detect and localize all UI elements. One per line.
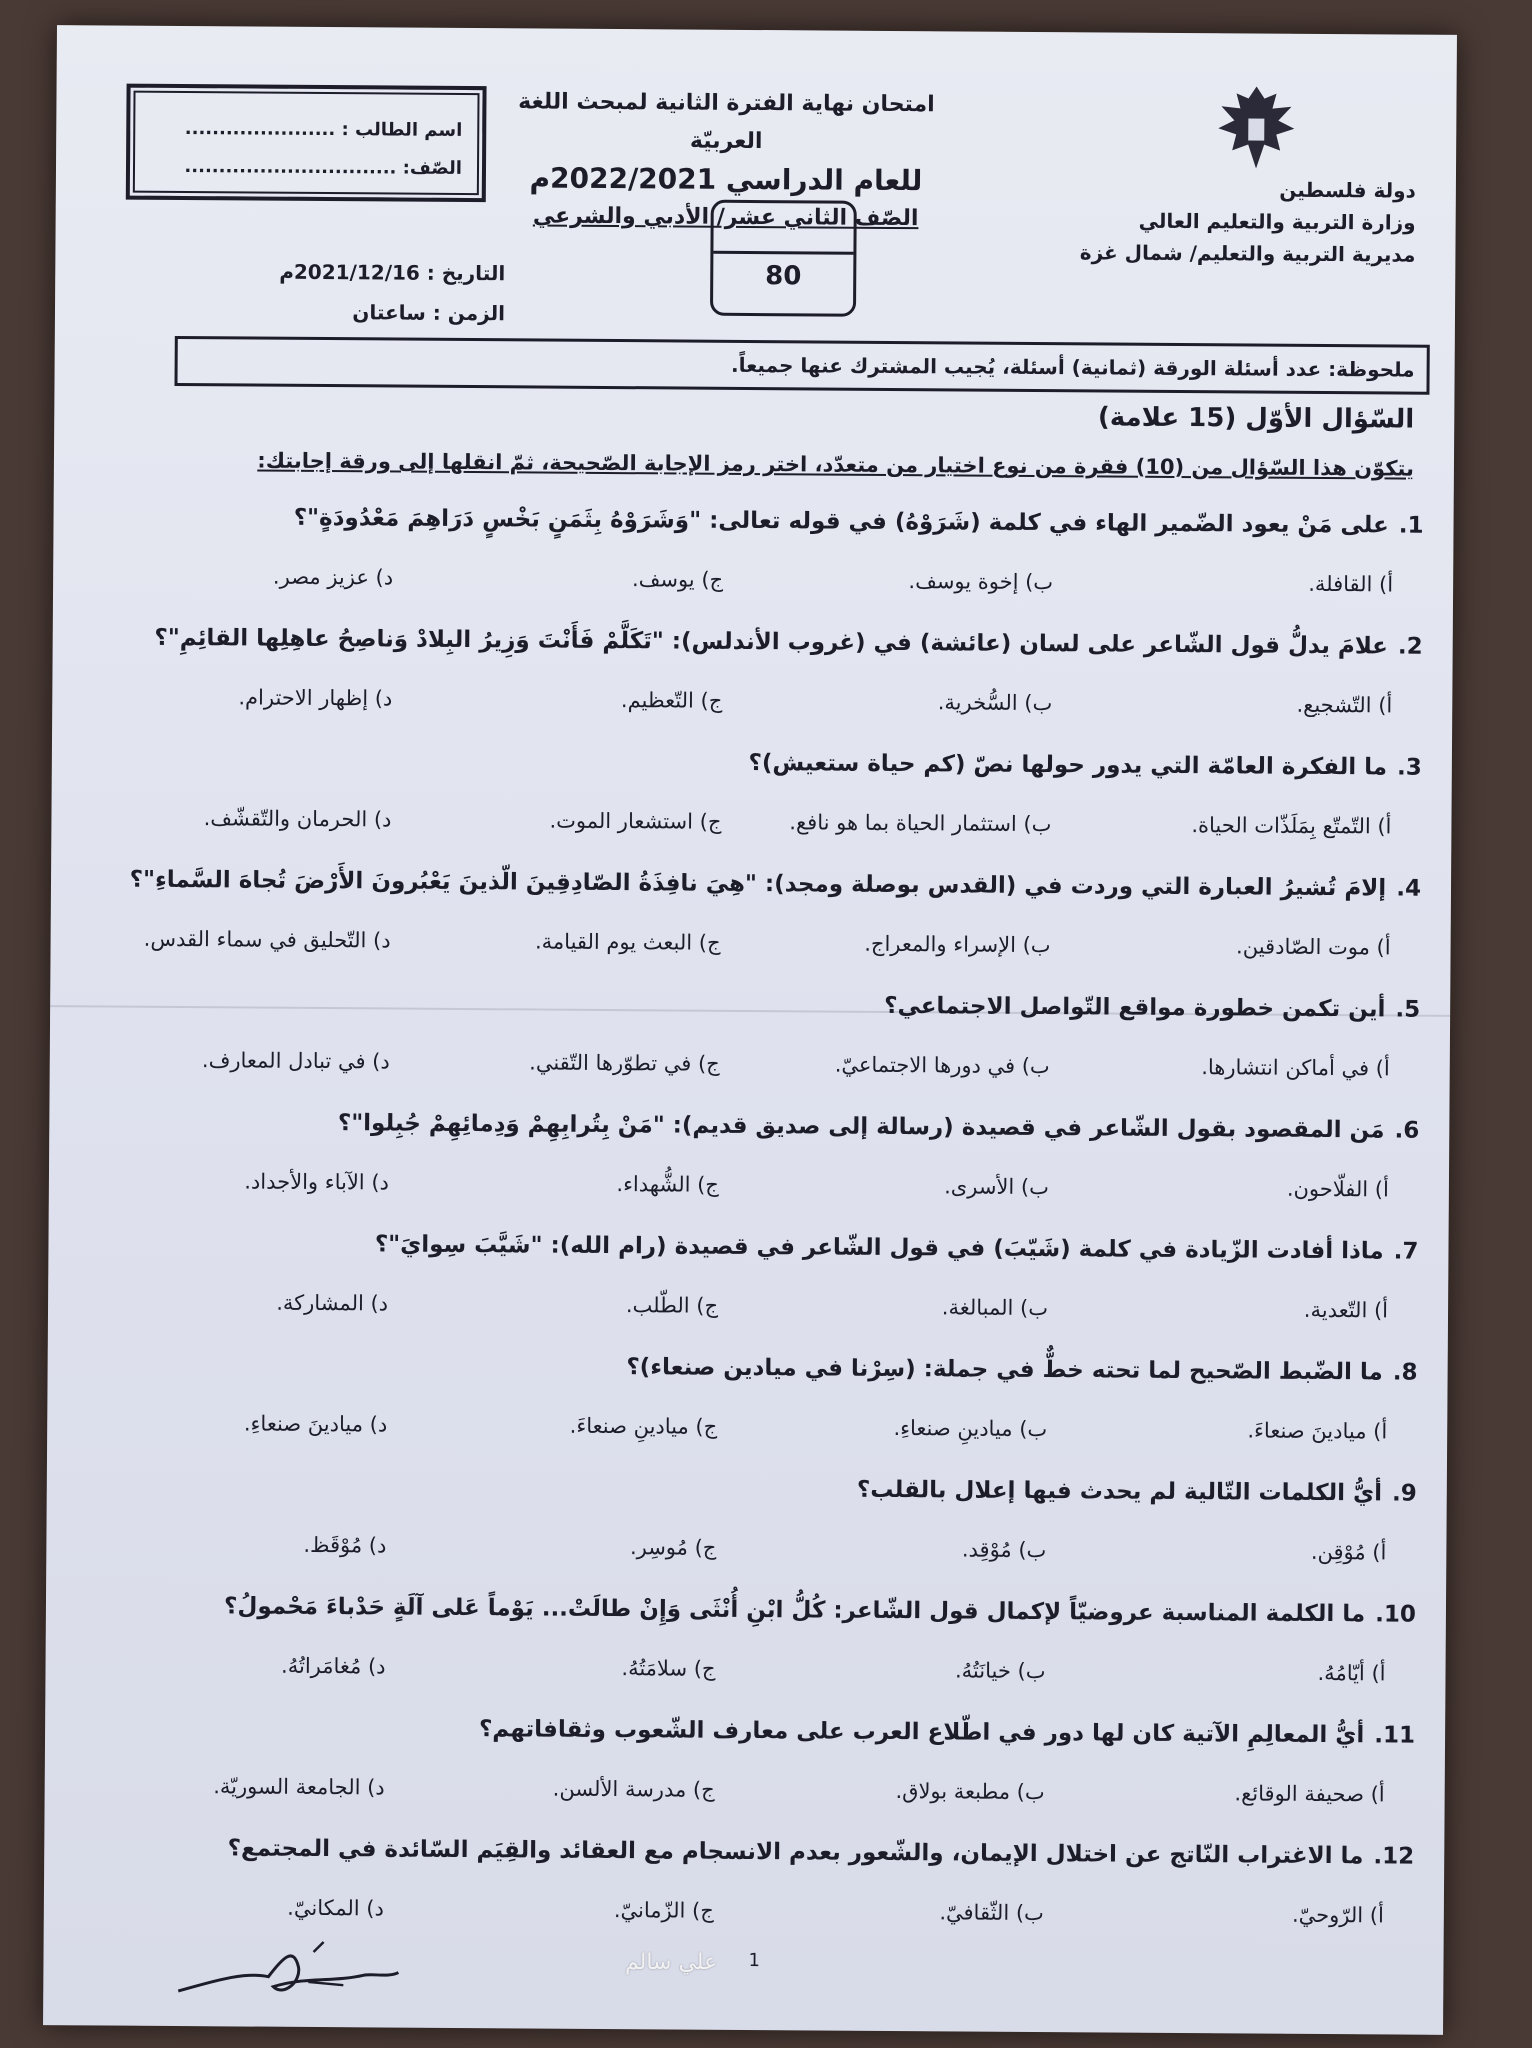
question-number: 8. — [1392, 1359, 1418, 1386]
total-score: 80 — [765, 261, 802, 292]
signature-icon — [173, 1936, 403, 2008]
answer-option[interactable]: ج) البعث يوم القيامة. — [534, 929, 721, 955]
question-number: 5. — [1395, 996, 1421, 1023]
class-field: الصّف: ............................... — [184, 156, 463, 179]
answer-option[interactable]: د) إظهار الاحترام. — [238, 685, 393, 711]
question-item — [98, 1221, 1419, 1351]
answer-option[interactable]: أ) التّعدية. — [1303, 1297, 1389, 1323]
options-row — [101, 805, 1421, 850]
question-stem — [626, 1354, 1417, 1386]
question-stem — [130, 867, 1422, 902]
answer-option[interactable]: ب) المبالغة. — [941, 1295, 1049, 1321]
question-number: 12. — [1373, 1843, 1415, 1870]
answer-option[interactable]: د) الجامعة السوريّة. — [213, 1774, 385, 1800]
answer-option[interactable]: أ) صحيفة الوقائع. — [1234, 1781, 1385, 1807]
options-row — [97, 1410, 1417, 1455]
question-text: على مَنْ يعود الضّمير الهاء في كلمة (شَرَوْهُ) في قوله تعالى: "وَشَرَوْهُ بِثَمَنٍ بَخْسٍ دَرَاهِمَ مَعْدُودَةٍ"؟ — [293, 504, 1389, 539]
answer-option[interactable]: ج) يوسف. — [631, 567, 724, 592]
question-item — [97, 1342, 1418, 1472]
questions-list — [94, 495, 1424, 1956]
question-item — [100, 858, 1421, 988]
options-row — [100, 1047, 1420, 1092]
answer-option[interactable]: ب) الثّقافيّ. — [939, 1900, 1044, 1926]
question-text: ما الكلمة المناسبة عروضيّاً لإكمال قول الشّاعر: كُلُّ ابْنِ أُنْثَى وَإِنْ طالَتْ... يَوْماً عَلى آلَةٍ حَدْباءَ مَحْمولُ؟ — [224, 1593, 1366, 1628]
question-item — [94, 1705, 1415, 1835]
question-stem — [154, 625, 1422, 660]
answer-option[interactable]: أ) أيّامُهُ. — [1317, 1660, 1386, 1686]
answer-option[interactable]: ج) استشعار الموت. — [549, 808, 722, 834]
question-stem — [884, 993, 1420, 1023]
question-item — [103, 495, 1424, 625]
answer-option[interactable]: ج) ميادينِ صنعاءَ. — [569, 1413, 718, 1439]
grade-label: الصّف الثاني عشر/ الأدبي والشرعي — [532, 203, 919, 232]
directorate-name: مديرية التربية والتعليم/ شمال غزة — [1079, 240, 1416, 267]
question-stem — [294, 505, 1424, 539]
question-number: 9. — [1391, 1480, 1417, 1507]
options-row — [98, 1289, 1418, 1334]
question-stem — [375, 1231, 1419, 1264]
question-number: 6. — [1394, 1117, 1420, 1144]
question-item — [99, 1100, 1420, 1230]
answer-option[interactable]: أ) القافلة. — [1308, 571, 1394, 597]
options-row — [96, 1531, 1416, 1576]
page-number: 1 — [748, 1950, 761, 1972]
answer-option[interactable]: د) ميادينَ صنعاءِ. — [243, 1411, 388, 1437]
answer-option[interactable]: ب) استثمار الحياة بما هو نافع. — [789, 810, 1052, 837]
answer-option[interactable]: د) المشاركة. — [276, 1290, 389, 1316]
score-divider — [713, 251, 853, 255]
answer-option[interactable]: أ) في أماكن انتشارها. — [1201, 1055, 1390, 1081]
student-name-field: اسم الطالب : ...................... — [184, 118, 463, 141]
question-item — [102, 616, 1423, 746]
options-row — [94, 1894, 1414, 1939]
score-box — [710, 200, 857, 317]
student-info-box — [126, 84, 487, 203]
answer-option[interactable]: أ) ميادينَ صنعاءَ. — [1247, 1418, 1388, 1444]
academic-year: للعام الدراسي 2022/2021م — [529, 161, 923, 198]
answer-option[interactable]: ب) مُوْقِد. — [961, 1537, 1047, 1563]
answer-option[interactable]: ب) ميادينِ صنعاءِ. — [893, 1416, 1048, 1442]
options-row — [95, 1652, 1415, 1697]
question-stem — [479, 1716, 1415, 1749]
question-text: ما الضّبط الصّحيح لما تحته خطٌّ في جملة: (سِرْنا في ميادين صنعاء)؟ — [626, 1354, 1383, 1386]
answer-option[interactable]: أ) التّشجيع. — [1296, 692, 1393, 718]
question-number: 10. — [1375, 1601, 1417, 1628]
answer-option[interactable]: ج) الزّمانيّ. — [613, 1898, 714, 1923]
answer-option[interactable]: ب) خيانَتُهُ. — [954, 1658, 1046, 1684]
answer-option[interactable]: ج) سلامَتُهُ. — [621, 1656, 716, 1681]
question-item — [99, 979, 1420, 1109]
question-item — [96, 1463, 1417, 1593]
question-number: 3. — [1396, 754, 1422, 781]
question-stem — [228, 1835, 1415, 1869]
answer-option[interactable]: د) في تبادل المعارف. — [201, 1048, 390, 1074]
palestine-eagle-emblem-icon — [1206, 78, 1307, 179]
ministry-name: وزارة التربية والتعليم العالي — [1138, 208, 1416, 235]
answer-option[interactable]: ب) في دورها الاجتماعيّ. — [834, 1052, 1050, 1079]
question-text: أين تكمن خطورة مواقع التّواصل الاجتماعي؟ — [884, 992, 1386, 1023]
question-text: إلامَ تُشيرُ العبارة التي وردت في (القدس بوصلة ومجد): "هِيَ نافِذَةُ الصّادِقِينَ الّذينَ يَعْبُرونَ الأَرْضَ تُجاهَ السَّماءِ"؟ — [129, 866, 1387, 902]
answer-option[interactable]: د) الآباء والأجداد. — [244, 1169, 390, 1195]
question-number: 11. — [1374, 1722, 1416, 1749]
question-stem — [748, 750, 1421, 781]
answer-option[interactable]: د) التّحليق في سماء القدس. — [143, 926, 391, 953]
options-row — [95, 1773, 1415, 1818]
options-row — [100, 926, 1420, 971]
exam-date: التاريخ : 2021/12/16م — [279, 259, 506, 286]
answer-option[interactable]: ب) السُّخرية. — [937, 690, 1053, 716]
exam-title: امتحان نهاية الفترة الثانية لمبحث اللغة العربيّة — [518, 89, 935, 155]
answer-option[interactable]: د) مُوْقَظ. — [303, 1532, 387, 1558]
note-box: ملحوظة: عدد أسئلة الورقة (ثمانية) أسئلة، يُجيب المشترك عنها جميعاً. — [174, 336, 1429, 395]
exam-duration: الزمن : ساعتان — [352, 300, 506, 326]
answer-option[interactable]: ب) الأسرى. — [944, 1174, 1049, 1200]
options-row — [103, 563, 1423, 608]
answer-option[interactable]: أ) الفلّاحون. — [1286, 1176, 1389, 1202]
question-number: 7. — [1393, 1238, 1419, 1265]
answer-option[interactable]: ج) مُوسِر. — [629, 1535, 717, 1560]
state-name: دولة فلسطين — [1279, 177, 1416, 203]
question-stem — [224, 1593, 1416, 1627]
question-number: 2. — [1397, 633, 1423, 660]
answer-option[interactable]: ج) الطّلب. — [625, 1293, 719, 1318]
options-row — [102, 684, 1422, 729]
answer-option[interactable]: أ) التّمتّع بِمَلَذّات الحياة. — [1191, 813, 1392, 839]
answer-option[interactable]: د) الحرمان والتّقشّف. — [203, 806, 392, 832]
question-text: أيُّ الكلمات التّالية لم يحدث فيها إعلال بالقلب؟ — [856, 1476, 1383, 1507]
question-number: 1. — [1398, 512, 1424, 539]
question-text: أيُّ المعالِمِ الآتية كان لها دور في اطّلاع العرب على معارف الشّعوب وثقافاتهم؟ — [478, 1716, 1365, 1749]
question-text: ما الفكرة العامّة التي يدور حولها نصّ (كم حياة ستعيش)؟ — [748, 749, 1388, 781]
exam-paper — [43, 25, 1457, 2035]
date-time-block — [205, 251, 506, 333]
answer-option[interactable]: أ) موت الصّادقين. — [1236, 934, 1391, 960]
answer-option[interactable]: ج) في تطوّرها التّقني. — [529, 1050, 720, 1076]
question-one-title: السّؤال الأوّل (15 علامة) — [1097, 402, 1415, 435]
options-row — [99, 1168, 1419, 1213]
question-number: 4. — [1396, 875, 1422, 902]
watermark: علي سالم — [625, 1950, 718, 1975]
answer-option[interactable]: ب) الإسراء والمعراج. — [864, 931, 1051, 958]
answer-option[interactable]: أ) الرّوحيّ. — [1291, 1902, 1384, 1928]
answer-option[interactable]: ج) مدرسة الألسن. — [552, 1776, 715, 1802]
question-stem — [338, 1110, 1420, 1144]
answer-option[interactable]: ج) الشُّهداء. — [616, 1172, 720, 1197]
question-item — [95, 1584, 1416, 1714]
question-text: مَن المقصود بقول الشّاعر في قصيدة (رسالة إلى صديق قديم): "مَنْ بِتُرابِهِمْ وَدِمائِهِمْ جُبِلوا"؟ — [337, 1110, 1385, 1144]
answer-option[interactable]: ب) مطبعة بولاق. — [895, 1779, 1045, 1805]
answer-option[interactable]: د) عزيز مصر. — [272, 564, 394, 590]
question-one-instruction: يتكوّن هذا السّؤال من (10) فقرة من نوع اختيار من متعدّد، اختر رمز الإجابة الصّحيحة، ثمّ انقلها إلى ورقة إجابتك: — [257, 448, 1415, 481]
ministry-block — [1079, 172, 1416, 270]
question-stem — [857, 1477, 1417, 1507]
answer-option[interactable]: د) مُغامَراتُهُ. — [281, 1653, 386, 1679]
question-text: ماذا أفادت الزّيادة في كلمة (شَيّبَ) في قول الشّاعر في قصيدة (رام الله): "شَيَّبَ سِوايَ"؟ — [374, 1231, 1384, 1265]
answer-option[interactable]: ج) التّعظيم. — [620, 688, 723, 713]
answer-option[interactable]: أ) مُوْقِن. — [1310, 1539, 1387, 1565]
question-text: علامَ يدلُّ قول الشّاعر على لسان (عائشة) في (غروب الأندلس): "تَكَلَّمْ فَأَنْتَ وَزِيرُ البِلادْ وَناصِحُ عاهِلِها القائِمِ"؟ — [154, 624, 1389, 660]
answer-option[interactable]: ب) إخوة يوسف. — [908, 569, 1054, 595]
question-text: ما الاغتراب النّاتج عن اختلال الإيمان، والشّعور بعدم الانسجام مع العقائد والقِيَم السّائدة في المجتمع؟ — [227, 1835, 1364, 1870]
question-item — [101, 737, 1422, 867]
answer-option[interactable]: د) المكانيّ. — [287, 1895, 384, 1921]
